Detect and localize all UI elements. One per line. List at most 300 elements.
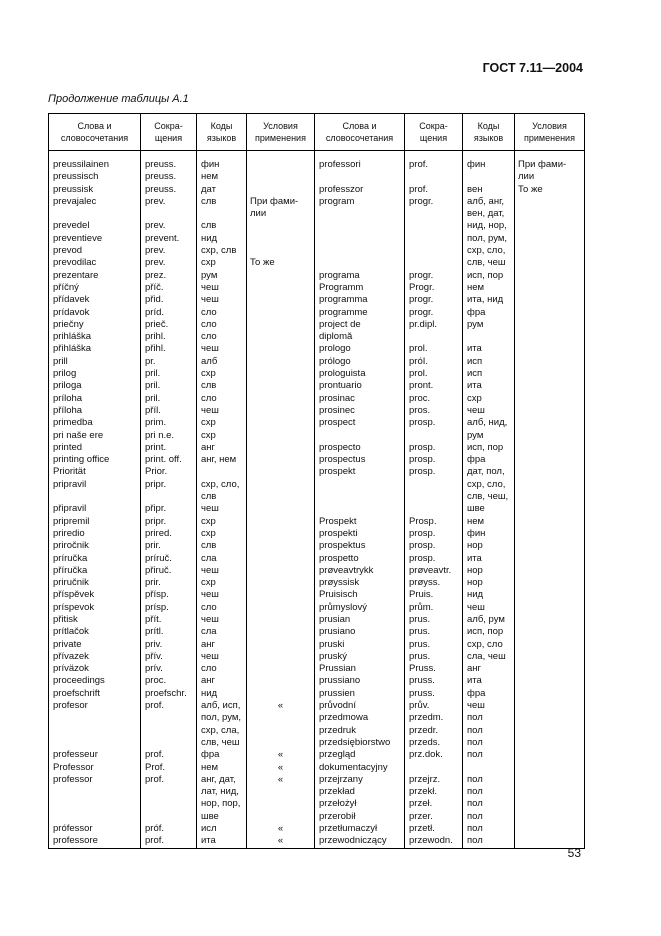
cell-word-left: přídavek (49, 294, 141, 306)
cell-abbr-left: prof. (141, 774, 197, 786)
table-header-row (49, 114, 585, 151)
cell-word-right: průmyslový (315, 602, 405, 614)
cell-cond-left (247, 270, 315, 282)
cell-abbr-left: pripr. (141, 516, 197, 528)
cell-word-left: přihláška (49, 343, 141, 355)
cell-cond-left (247, 356, 315, 368)
cell-abbr-right: prz.dok. (405, 749, 463, 761)
cell-abbr-right: prof. (405, 184, 463, 196)
cell-abbr-left: prieč. (141, 319, 197, 331)
table-row (49, 220, 585, 232)
cell-word-right (315, 245, 405, 257)
cell-lang-right: нор (463, 540, 515, 552)
cell-lang-left: схр (197, 257, 247, 269)
cell-cond-left (247, 639, 315, 651)
cell-lang-left: фра (197, 749, 247, 761)
cell-word-right (315, 208, 405, 220)
cell-lang-right (463, 171, 515, 183)
cell-word-left: prilog (49, 368, 141, 380)
cell-lang-right: исп, пор (463, 626, 515, 638)
cell-cond-right (515, 331, 585, 343)
cell-cond-right (515, 651, 585, 663)
cell-word-left: prevedel (49, 220, 141, 232)
cell-abbr-left: pril. (141, 368, 197, 380)
cell-abbr-right: prosp. (405, 466, 463, 478)
cell-abbr-right: Progr. (405, 282, 463, 294)
table-row (49, 196, 585, 208)
cell-cond-left (247, 577, 315, 589)
cell-abbr-right: prof. (405, 159, 463, 171)
table-row (49, 307, 585, 319)
cell-abbr-right: pront. (405, 380, 463, 392)
cell-lang-right: ита (463, 343, 515, 355)
cell-lang-left: чеш (197, 565, 247, 577)
cell-abbr-right (405, 233, 463, 245)
cell-abbr-left: preuss. (141, 171, 197, 183)
cell-lang-left: чеш (197, 651, 247, 663)
cell-lang-left: схр (197, 577, 247, 589)
cell-abbr-right (405, 331, 463, 343)
cell-word-left: professore (49, 835, 141, 848)
cell-lang-right: пол (463, 823, 515, 835)
cell-cond-right (515, 663, 585, 675)
cell-cond-right (515, 725, 585, 737)
table-row (49, 319, 585, 331)
cell-abbr-right: Pruis. (405, 589, 463, 601)
table-row (49, 257, 585, 269)
cell-word-right: przetłumaczył (315, 823, 405, 835)
cell-cond-right (515, 466, 585, 478)
cell-cond-left (247, 466, 315, 478)
cell-abbr-right: pr.dipl. (405, 319, 463, 331)
cell-abbr-right: przer. (405, 811, 463, 823)
cell-word-left: preventieve (49, 233, 141, 245)
cell-cond-right (515, 442, 585, 454)
cell-abbr-right: prosp. (405, 454, 463, 466)
cell-lang-right: чеш (463, 700, 515, 712)
cell-cond-right (515, 774, 585, 786)
cell-word-left: Priorität (49, 466, 141, 478)
cell-word-right: project de (315, 319, 405, 331)
cell-lang-right: рум (463, 319, 515, 331)
cell-cond-right (515, 393, 585, 405)
cell-lang-right: нид, нор, (463, 220, 515, 232)
table-row (49, 737, 585, 749)
cell-lang-left: нем (197, 762, 247, 774)
table-row (49, 430, 585, 442)
cell-cond-right (515, 614, 585, 626)
cell-word-right: prologuista (315, 368, 405, 380)
cell-word-right: Prussian (315, 663, 405, 675)
cell-abbr-left: prísp. (141, 602, 197, 614)
cell-cond-right (515, 294, 585, 306)
cell-cond-right (515, 565, 585, 577)
cell-lang-left: сло (197, 307, 247, 319)
cell-word-right: prospekti (315, 528, 405, 540)
cell-lang-right: фра (463, 307, 515, 319)
cell-abbr-left: prez. (141, 270, 197, 282)
cell-word-left: připravil (49, 503, 141, 515)
cell-lang-left: анг (197, 675, 247, 687)
cell-abbr-right (405, 503, 463, 515)
cell-cond-left (247, 479, 315, 491)
cell-lang-left: слв (197, 196, 247, 208)
cell-cond-right (515, 823, 585, 835)
cell-word-right: prøveavtrykk (315, 565, 405, 577)
cell-lang-left: схр (197, 528, 247, 540)
cell-word-left (49, 712, 141, 724)
cell-abbr-left: prof. (141, 700, 197, 712)
cell-abbr-left: příč. (141, 282, 197, 294)
cell-cond-right (515, 245, 585, 257)
cell-abbr-left: print. (141, 442, 197, 454)
cell-abbr-left: priv. (141, 639, 197, 651)
cell-abbr-right (405, 257, 463, 269)
cell-lang-right: ита, нид (463, 294, 515, 306)
cell-lang-left: лат, нид, (197, 786, 247, 798)
col-header-words-right: Слова и словосочетания (315, 114, 405, 151)
cell-lang-left: слв (197, 491, 247, 503)
cell-abbr-left: přihl. (141, 343, 197, 355)
cell-cond-left (247, 516, 315, 528)
col-header-cond-left: Условия применения (247, 114, 315, 151)
cell-abbr-left: prir. (141, 577, 197, 589)
table-row (49, 712, 585, 724)
cell-word-left: professor (49, 774, 141, 786)
cell-cond-right (515, 208, 585, 220)
cell-word-right: Prospekt (315, 516, 405, 528)
col-header-cond-right: Условия применения (515, 114, 585, 151)
cell-abbr-left: prítl. (141, 626, 197, 638)
cell-lang-left: пол, рум, (197, 712, 247, 724)
cell-word-right: prospect (315, 417, 405, 429)
cell-cond-right (515, 380, 585, 392)
table-row (49, 577, 585, 589)
table-row (49, 270, 585, 282)
table-row (49, 823, 585, 835)
cell-abbr-left (141, 786, 197, 798)
cell-lang-left: нид (197, 688, 247, 700)
cell-cond-right (515, 626, 585, 638)
cell-word-left: pri naše ere (49, 430, 141, 442)
cell-lang-right: нид (463, 589, 515, 601)
cell-cond-right: лии (515, 171, 585, 183)
cell-word-left: příručka (49, 565, 141, 577)
cell-lang-left: дат (197, 184, 247, 196)
cell-abbr-right (405, 479, 463, 491)
cell-abbr-right: Prosp. (405, 516, 463, 528)
cell-cond-right (515, 479, 585, 491)
cell-lang-right: фра (463, 454, 515, 466)
cell-abbr-right: pros. (405, 405, 463, 417)
table-row (49, 663, 585, 675)
cell-word-left: prítlačok (49, 626, 141, 638)
cell-cond-right (515, 737, 585, 749)
cell-lang-left: чеш (197, 589, 247, 601)
table-row (49, 417, 585, 429)
cell-cond-left: « (247, 749, 315, 761)
cell-lang-left: схр (197, 417, 247, 429)
cell-abbr-left: prev. (141, 245, 197, 257)
cell-lang-left: схр, сла, (197, 725, 247, 737)
cell-word-left: prezentare (49, 270, 141, 282)
cell-lang-left: алб (197, 356, 247, 368)
cell-cond-left (247, 417, 315, 429)
cell-word-left (49, 208, 141, 220)
cell-cond-right (515, 675, 585, 687)
cell-cond-right (515, 602, 585, 614)
cell-lang-left: исл (197, 823, 247, 835)
cell-word-left: Professor (49, 762, 141, 774)
table-row (49, 749, 585, 761)
table-row (49, 565, 585, 577)
cell-cond-right (515, 700, 585, 712)
cell-word-right: prospecto (315, 442, 405, 454)
cell-abbr-right: prus. (405, 651, 463, 663)
cell-abbr-left: preuss. (141, 159, 197, 171)
cell-lang-left: чеш (197, 294, 247, 306)
cell-word-right: program (315, 196, 405, 208)
cell-abbr-left (141, 725, 197, 737)
cell-word-left: printing office (49, 454, 141, 466)
cell-cond-right (515, 220, 585, 232)
cell-lang-right: слв, чеш (463, 257, 515, 269)
cell-lang-left: рум (197, 270, 247, 282)
cell-word-left: prevod (49, 245, 141, 257)
table-row (49, 786, 585, 798)
cell-cond-right (515, 811, 585, 823)
cell-lang-right: шве (463, 503, 515, 515)
cell-cond-left (247, 688, 315, 700)
cell-lang-left: нид (197, 233, 247, 245)
cell-lang-left: анг (197, 639, 247, 651)
cell-abbr-right (405, 220, 463, 232)
cell-abbr-right: prosp. (405, 417, 463, 429)
cell-abbr-left: prev. (141, 196, 197, 208)
table-row (49, 651, 585, 663)
cell-cond-left (247, 405, 315, 417)
cell-abbr-left: preuss. (141, 184, 197, 196)
cell-abbr-left: přísp. (141, 589, 197, 601)
cell-abbr-left: príd. (141, 307, 197, 319)
cell-lang-right: алб, анг, (463, 196, 515, 208)
cell-lang-left (197, 208, 247, 220)
cell-lang-right: нор (463, 565, 515, 577)
cell-cond-left (247, 503, 315, 515)
cell-cond-left (247, 614, 315, 626)
document-code: ГОСТ 7.11—2004 (482, 61, 583, 75)
cell-abbr-right (405, 208, 463, 220)
cell-cond-left (247, 233, 315, 245)
cell-abbr-right: progr. (405, 196, 463, 208)
cell-cond-right (515, 356, 585, 368)
cell-cond-left (247, 184, 315, 196)
cell-word-left: preussisch (49, 171, 141, 183)
cell-lang-right: пол (463, 798, 515, 810)
cell-abbr-left: print. off. (141, 454, 197, 466)
cell-cond-left (247, 282, 315, 294)
cell-word-right: przejrzany (315, 774, 405, 786)
cell-cond-right (515, 688, 585, 700)
cell-word-left: prídavok (49, 307, 141, 319)
cell-abbr-right: prol. (405, 343, 463, 355)
table-row (49, 368, 585, 380)
cell-lang-right: схр (463, 393, 515, 405)
page-number: 53 (567, 846, 581, 860)
cell-lang-left: шве (197, 811, 247, 823)
cell-cond-right (515, 196, 585, 208)
table-row (49, 626, 585, 638)
cell-cond-left (247, 331, 315, 343)
cell-word-left: príručka (49, 553, 141, 565)
cell-abbr-right: pruss. (405, 675, 463, 687)
cell-lang-left: схр (197, 430, 247, 442)
cell-abbr-left: príruč. (141, 553, 197, 565)
cell-abbr-right: prosp. (405, 442, 463, 454)
cell-lang-right: схр, сло, (463, 479, 515, 491)
cell-lang-left: сло (197, 602, 247, 614)
cell-word-right: prussiano (315, 675, 405, 687)
cell-word-right: prusiano (315, 626, 405, 638)
cell-cond-left: При фами- (247, 196, 315, 208)
cell-word-left: preussisk (49, 184, 141, 196)
cell-cond-left: То же (247, 257, 315, 269)
cell-cond-left (247, 737, 315, 749)
cell-lang-left (197, 466, 247, 478)
cell-cond-left (247, 798, 315, 810)
cell-abbr-right: przekł. (405, 786, 463, 798)
col-header-abbr-left: Сокра-щения (141, 114, 197, 151)
cell-lang-left: сла (197, 626, 247, 638)
cell-abbr-left: próf. (141, 823, 197, 835)
cell-abbr-right: progr. (405, 307, 463, 319)
cell-cond-left (247, 454, 315, 466)
cell-cond-right (515, 417, 585, 429)
cell-cond-left (247, 675, 315, 687)
cell-word-left: přívazek (49, 651, 141, 663)
cell-word-right (315, 233, 405, 245)
cell-abbr-left: prir. (141, 540, 197, 552)
table-row (49, 553, 585, 565)
table-row (49, 171, 585, 183)
cell-word-left: printed (49, 442, 141, 454)
cell-abbr-left (141, 491, 197, 503)
cell-cond-left (247, 663, 315, 675)
cell-cond-left (247, 553, 315, 565)
cell-cond-left: « (247, 762, 315, 774)
cell-lang-left: сло (197, 393, 247, 405)
cell-abbr-left: připr. (141, 503, 197, 515)
col-header-words-left: Слова и словосочетания (49, 114, 141, 151)
cell-abbr-left: proc. (141, 675, 197, 687)
cell-cond-left (247, 491, 315, 503)
cell-abbr-right: prosp. (405, 540, 463, 552)
cell-lang-right: нем (463, 516, 515, 528)
cell-word-right: przegląd (315, 749, 405, 761)
cell-abbr-left (141, 712, 197, 724)
col-header-lang-left: Коды языков (197, 114, 247, 151)
cell-abbr-left: prof. (141, 749, 197, 761)
cell-abbr-left (141, 208, 197, 220)
cell-cond-right (515, 589, 585, 601)
cell-word-left: príspevok (49, 602, 141, 614)
cell-word-left: pripremil (49, 516, 141, 528)
cell-word-left: profesor (49, 700, 141, 712)
table-row (49, 700, 585, 712)
cell-word-left: private (49, 639, 141, 651)
cell-word-right (315, 220, 405, 232)
cell-abbr-right: prosp. (405, 553, 463, 565)
cell-lang-left: алб, исп, (197, 700, 247, 712)
cell-abbr-left: prof. (141, 835, 197, 848)
table-row (49, 380, 585, 392)
cell-cond-right (515, 307, 585, 319)
cell-cond-left: « (247, 835, 315, 848)
cell-word-left (49, 798, 141, 810)
cell-word-right: prologo (315, 343, 405, 355)
cell-lang-left: слв (197, 540, 247, 552)
cell-lang-right: пол (463, 737, 515, 749)
cell-word-right: prosinac (315, 393, 405, 405)
cell-abbr-left: Prior. (141, 466, 197, 478)
cell-word-left: prívӓzok (49, 663, 141, 675)
cell-abbr-left: Prof. (141, 762, 197, 774)
cell-lang-left: слв (197, 220, 247, 232)
cell-lang-right: схр, сло (463, 639, 515, 651)
cell-lang-left: анг, дат, (197, 774, 247, 786)
cell-cond-right (515, 233, 585, 245)
cell-word-right: przedsiębiorstwo (315, 737, 405, 749)
cell-cond-right (515, 749, 585, 761)
table-row (49, 614, 585, 626)
cell-abbr-right: pruss. (405, 688, 463, 700)
cell-cond-right (515, 540, 585, 552)
cell-lang-right: рум (463, 430, 515, 442)
cell-cond-left (247, 319, 315, 331)
cell-cond-right (515, 319, 585, 331)
cell-word-left: priročnik (49, 540, 141, 552)
cell-lang-right: фин (463, 528, 515, 540)
cell-cond-right (515, 762, 585, 774)
cell-lang-right: исп, пор (463, 442, 515, 454)
cell-cond-right (515, 516, 585, 528)
cell-lang-left: схр (197, 368, 247, 380)
cell-cond-left (247, 589, 315, 601)
cell-cond-left (247, 245, 315, 257)
cell-word-left: priredio (49, 528, 141, 540)
cell-cond-right (515, 430, 585, 442)
table-caption: Продолжение таблицы А.1 (48, 93, 189, 105)
cell-abbr-left: přid. (141, 294, 197, 306)
table-row (49, 343, 585, 355)
cell-lang-left: слв (197, 380, 247, 392)
cell-lang-left: чеш (197, 503, 247, 515)
cell-cond-left (247, 712, 315, 724)
cell-lang-right: сла, чеш (463, 651, 515, 663)
table-row (49, 516, 585, 528)
cell-word-left: příčný (49, 282, 141, 294)
cell-lang-right: пол (463, 725, 515, 737)
cell-abbr-right: prům. (405, 602, 463, 614)
cell-abbr-right: prøveavtr. (405, 565, 463, 577)
cell-lang-left: анг, нем (197, 454, 247, 466)
cell-word-left: prill (49, 356, 141, 368)
cell-cond-left (247, 171, 315, 183)
cell-cond-right (515, 553, 585, 565)
cell-abbr-right: próI. (405, 356, 463, 368)
table-row (49, 294, 585, 306)
cell-abbr-left: prev. (141, 257, 197, 269)
